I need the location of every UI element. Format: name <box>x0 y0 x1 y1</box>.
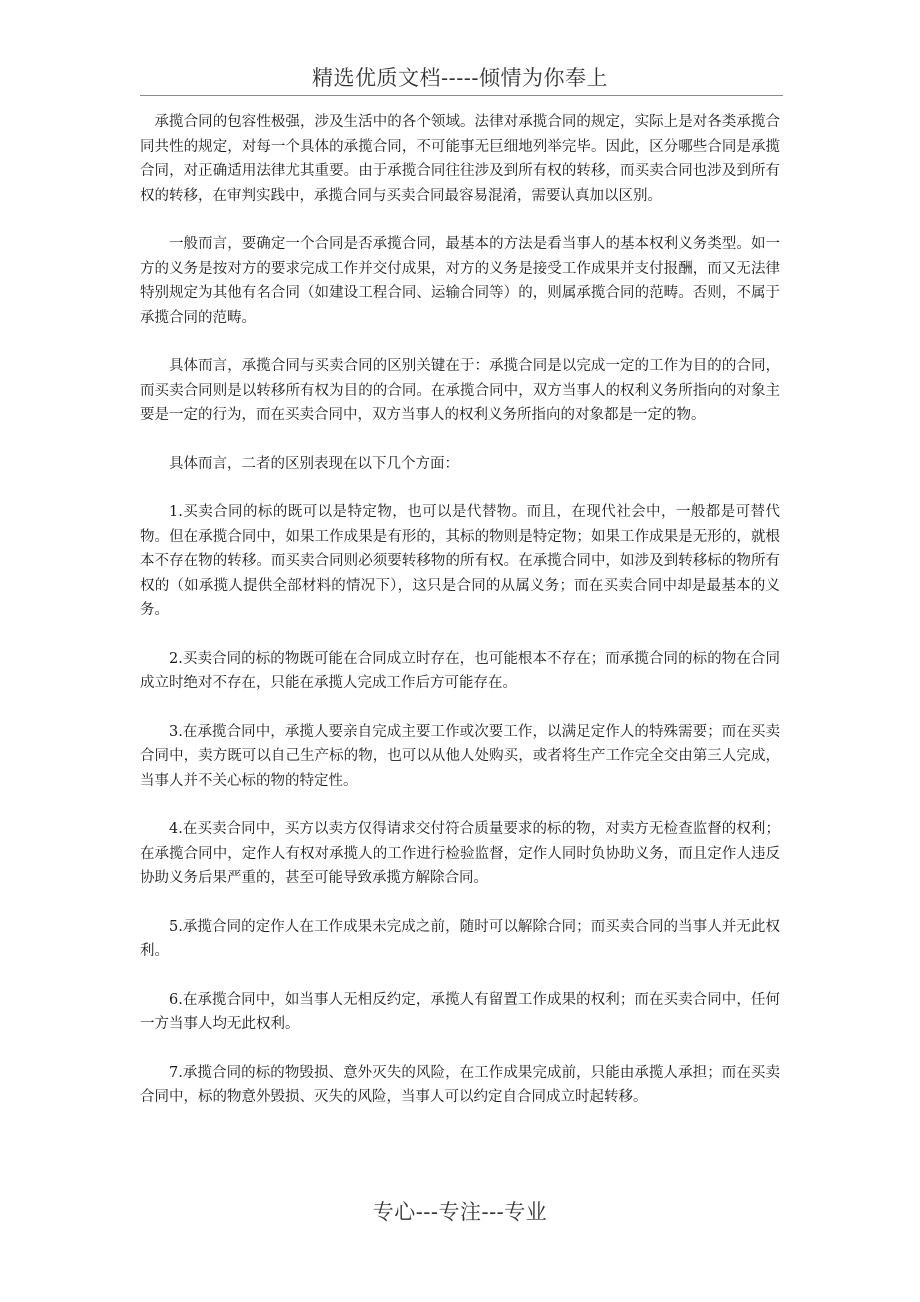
page-header: 精选优质文档-----倾情为你奉上 <box>312 66 608 90</box>
header-divider <box>140 95 783 96</box>
paragraph-point-7: 7.承揽合同的标的物毁损、意外灭失的风险，在工作成果完成前，只能由承揽人承担；而在买卖合同中，标的物意外毁损、灭失的风险，当事人可以约定自合同成立时起转移。 <box>140 1064 780 1105</box>
paragraph-point-6: 6.在承揽合同中，如当事人无相反约定，承揽人有留置工作成果的权利；而在买卖合同中，任何一方当事人均无此权利。 <box>140 991 780 1032</box>
document-body <box>140 110 780 1134</box>
paragraph-key-difference: 具体而言，承揽合同与买卖合同的区别关键在于：承揽合同是以完成一定的工作为目的的合同，而买卖合同则是以转移所有权为目的的合同。在承揽合同中，双方当事人的权利义务所指向的对象主要是一定的行为，而在买卖合同中，双方当事人的权利义务所指向的对象都是一定的物。 <box>140 358 780 423</box>
page-footer: 专心---专注---专业 <box>372 1200 548 1224</box>
paragraph-aspects-heading: 具体而言，二者的区别表现在以下几个方面： <box>169 455 459 472</box>
paragraph-point-4: 4.在买卖合同中，买方以卖方仅得请求交付符合质量要求的标的物，对卖方无检查监督的权利；在承揽合同中，定作人有权对承揽人的工作进行检验监督，定作人同时负协助义务，而且定作人违反协助义务后果严重的，甚至可能导致承揽方解除合同。 <box>140 821 780 886</box>
paragraph-point-5: 5.承揽合同的定作人在工作成果未完成之前，随时可以解除合同；而买卖合同的当事人并无此权利。 <box>140 918 780 959</box>
paragraph-intro: 承揽合同的包容性极强，涉及生活中的各个领域。法律对承揽合同的规定，实际上是对各类承揽合同共性的规定，对每一个具体的承揽合同，不可能事无巨细地列举完毕。因此，区分哪些合同是承揽合同，对正确适用法律尤其重要。由于承揽合同往往涉及到所有权的转移，而买卖合同也涉及到所有权的转移，在审判实践中，承揽合同与买卖合同最容易混淆，需要认真加以区别。 <box>140 114 780 204</box>
paragraph-point-2: 2.买卖合同的标的物既可能在合同成立时存在，也可能根本不存在；而承揽合同的标的物在合同成立时绝对不存在，只能在承揽人完成工作后方可能存在。 <box>140 650 780 691</box>
paragraph-point-1: 1.买卖合同的标的既可以是特定物，也可以是代替物。而且，在现代社会中，一般都是可替代物。但在承揽合同中，如果工作成果是有形的，其标的物则是特定物；如果工作成果是无形的，就根本不存在物的转移。而买卖合同则必须要转移物的所有权。在承揽合同中，如涉及到转移标的物所有权的（如承揽人提供全部材料的情况下），这只是合同的从属义务；而在买卖合同中却是最基本的义务。 <box>140 504 780 618</box>
paragraph-point-3: 3.在承揽合同中，承揽人要亲自完成主要工作或次要工作，以满足定作人的特殊需要；而在买卖合同中，卖方既可以自己生产标的物，也可以从他人处购买，或者将生产工作完全交由第三人完成，当事人并不关心标的物的特定性。 <box>140 723 780 789</box>
paragraph-general-method: 一般而言，要确定一个合同是否承揽合同，最基本的方法是看当事人的基本权利义务类型。如一方的义务是按对方的要求完成工作并交付成果，对方的义务是接受工作成果并支付报酬，而又无法律特别规定为其他有名合同（如建设工程合同、运输合同等）的，则属承揽合同的范畴。否则，不属于承揽合同的范畴。 <box>140 236 780 326</box>
